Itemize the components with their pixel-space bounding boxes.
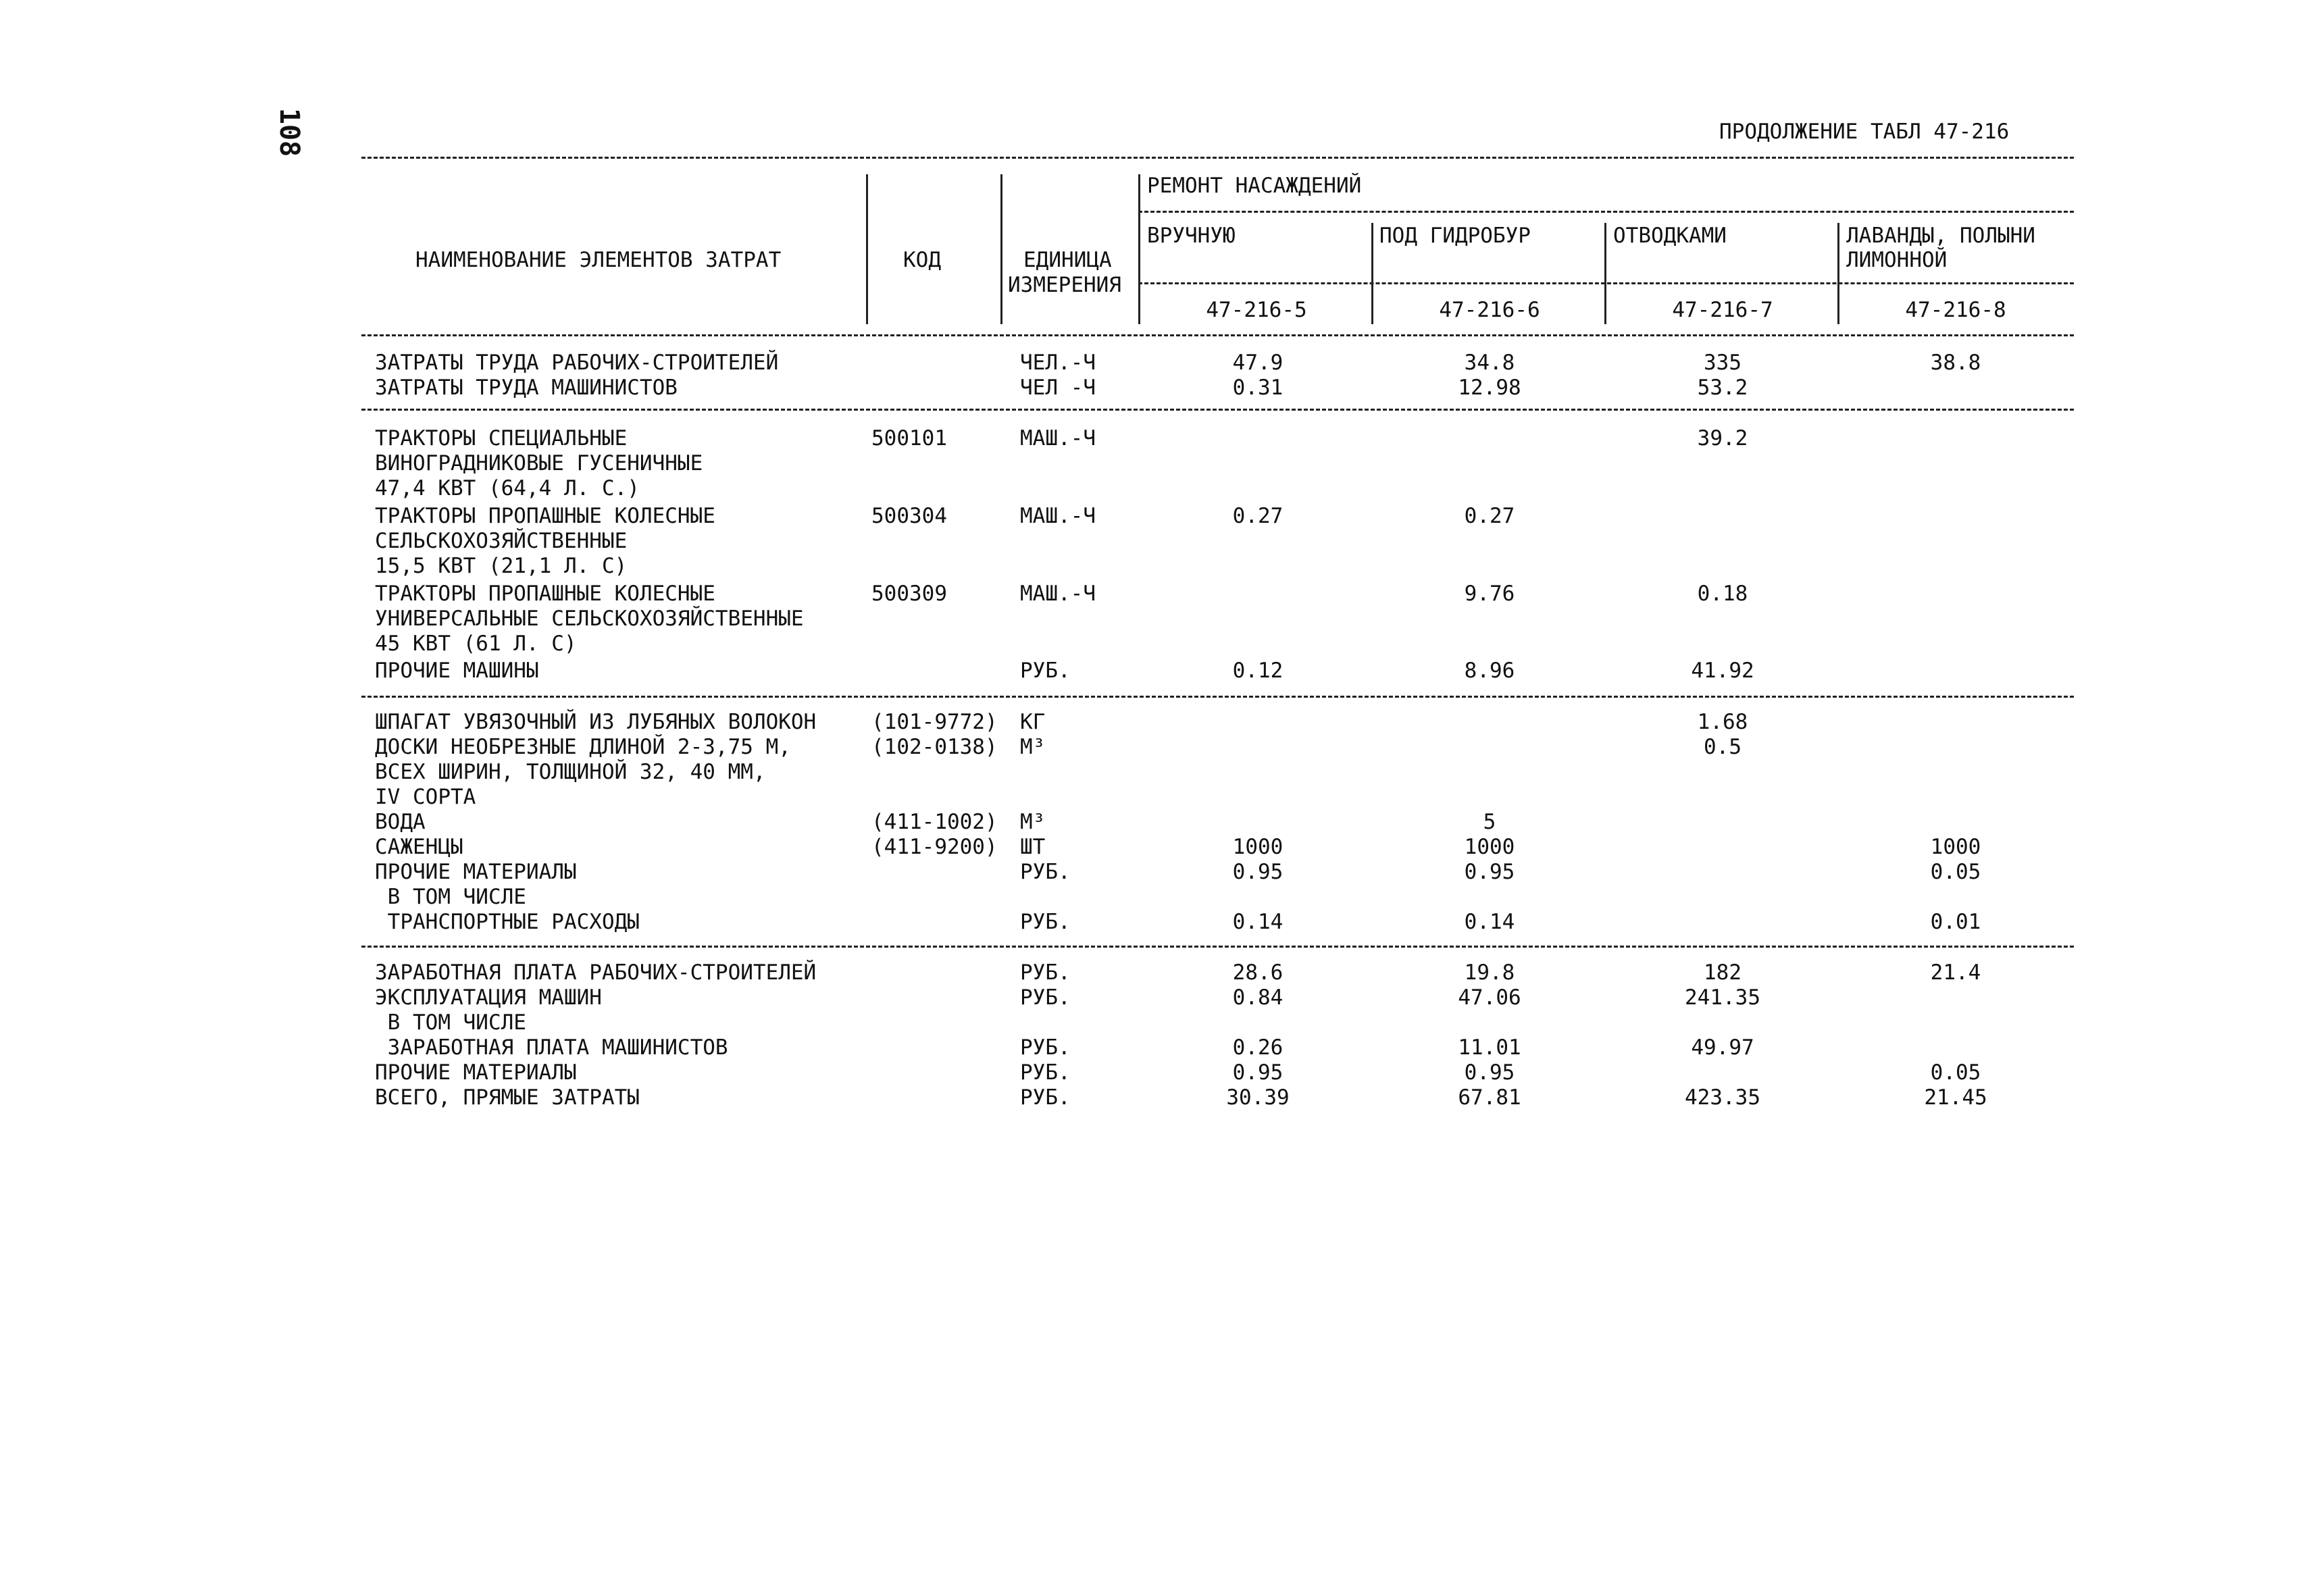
vsep-sub-1 bbox=[1371, 223, 1373, 324]
row-unit: РУБ. bbox=[1020, 1060, 1071, 1085]
header-code-2: 47-216-6 bbox=[1439, 298, 1540, 322]
row-name: ПРОЧИЕ МАТЕРИАЛЫ bbox=[375, 1060, 577, 1085]
vsep-sub-3 bbox=[1837, 223, 1839, 324]
row-value-1: 0.95 bbox=[1232, 860, 1283, 884]
row-unit: ЧЕЛ -Ч bbox=[1020, 376, 1096, 400]
row-unit: МАШ.-Ч bbox=[1020, 582, 1096, 606]
row-name: В ТОМ ЧИСЛЕ bbox=[375, 885, 526, 909]
row-value-3: 49.97 bbox=[1691, 1035, 1754, 1060]
row-value-2: 0.27 bbox=[1464, 504, 1515, 528]
row-name: СЕЛЬСКОХОЗЯЙСТВЕННЫЕ bbox=[375, 529, 628, 553]
header-sub-2: ПОД ГИДРОБУР bbox=[1379, 224, 1531, 248]
row-code: (102-0138) bbox=[871, 735, 998, 759]
row-value-3: 53.2 bbox=[1697, 376, 1748, 400]
row-value-1: 1000 bbox=[1232, 835, 1283, 859]
row-value-4: 21.4 bbox=[1930, 960, 1981, 985]
row-name: 15,5 КВТ (21,1 Л. С) bbox=[375, 554, 628, 578]
row-value-1: 0.26 bbox=[1232, 1035, 1283, 1060]
vsep-code bbox=[1000, 174, 1002, 324]
vsep-unit bbox=[1138, 174, 1140, 324]
row-value-4: 0.05 bbox=[1930, 1060, 1981, 1085]
row-unit: РУБ. bbox=[1020, 659, 1071, 683]
row-name: ВСЕГО, ПРЯМЫЕ ЗАТРАТЫ bbox=[375, 1085, 640, 1110]
row-code: 500101 bbox=[871, 426, 947, 451]
row-value-3: 182 bbox=[1704, 960, 1742, 985]
row-code: (101-9772) bbox=[871, 710, 998, 734]
row-name: ДОСКИ НЕОБРЕЗНЫЕ ДЛИНОЙ 2-3,75 М, bbox=[375, 735, 791, 759]
row-value-4: 0.01 bbox=[1930, 910, 1981, 934]
row-unit: ЧЕЛ.-Ч bbox=[1020, 351, 1096, 375]
row-value-3: 423.35 bbox=[1685, 1085, 1760, 1110]
row-value-2: 0.95 bbox=[1464, 860, 1515, 884]
row-value-1: 0.14 bbox=[1232, 910, 1283, 934]
rule-top bbox=[361, 157, 2074, 159]
row-unit: РУБ. bbox=[1020, 1085, 1071, 1110]
header-code-1: 47-216-5 bbox=[1206, 298, 1307, 322]
row-unit: РУБ. bbox=[1020, 985, 1071, 1010]
row-code: (411-9200) bbox=[871, 835, 998, 859]
row-name: ТРАКТОРЫ СПЕЦИАЛЬНЫЕ bbox=[375, 426, 628, 451]
header-code-4: 47-216-8 bbox=[1905, 298, 2006, 322]
header-group: РЕМОНТ НАСАЖДЕНИЙ bbox=[1147, 174, 1362, 198]
row-value-4: 1000 bbox=[1930, 835, 1981, 859]
row-value-1: 30.39 bbox=[1226, 1085, 1290, 1110]
row-unit: М³ bbox=[1020, 735, 1046, 759]
row-name: ТРАКТОРЫ ПРОПАШНЫЕ КОЛЕСНЫЕ bbox=[375, 582, 715, 606]
row-name: УНИВЕРСАЛЬНЫЕ СЕЛЬСКОХОЗЯЙСТВЕННЫЕ bbox=[375, 607, 804, 631]
row-name: ВСЕХ ШИРИН, ТОЛЩИНОЙ 32, 40 ММ, bbox=[375, 760, 766, 784]
row-value-2: 5 bbox=[1483, 810, 1496, 834]
rule-section-2 bbox=[361, 696, 2074, 698]
rule-group bbox=[1138, 211, 2074, 213]
rule-section-1 bbox=[361, 409, 2074, 411]
page-number: 108 bbox=[274, 107, 305, 157]
header-sub-1: ВРУЧНУЮ bbox=[1147, 224, 1236, 248]
row-name: ВОДА bbox=[375, 810, 426, 834]
header-sub-4-line2: ЛИМОННОЙ bbox=[1846, 248, 1948, 272]
row-value-4: 0.05 bbox=[1930, 860, 1981, 884]
row-name: ЗАРАБОТНАЯ ПЛАТА МАШИНИСТОВ bbox=[375, 1035, 728, 1060]
header-code: КОД bbox=[903, 248, 941, 272]
header-sub-3: ОТВОДКАМИ bbox=[1613, 224, 1727, 248]
row-unit: ШТ bbox=[1020, 835, 1046, 859]
row-unit: МАШ.-Ч bbox=[1020, 504, 1096, 528]
row-value-1: 0.12 bbox=[1232, 659, 1283, 683]
row-name: САЖЕНЦЫ bbox=[375, 835, 463, 859]
row-value-1: 0.84 bbox=[1232, 985, 1283, 1010]
row-value-2: 12.98 bbox=[1458, 376, 1521, 400]
row-value-1: 28.6 bbox=[1232, 960, 1283, 985]
vsep-name bbox=[866, 174, 868, 324]
row-value-3: 39.2 bbox=[1697, 426, 1748, 451]
row-value-2: 67.81 bbox=[1458, 1085, 1521, 1110]
header-sub-4: ЛАВАНДЫ, ПОЛЫНИ bbox=[1846, 224, 2035, 248]
row-value-2: 9.76 bbox=[1464, 582, 1515, 606]
row-value-4: 21.45 bbox=[1924, 1085, 1987, 1110]
row-value-2: 47.06 bbox=[1458, 985, 1521, 1010]
row-value-2: 8.96 bbox=[1464, 659, 1515, 683]
row-value-3: 241.35 bbox=[1685, 985, 1760, 1010]
row-name: В ТОМ ЧИСЛЕ bbox=[375, 1010, 526, 1035]
row-unit: РУБ. bbox=[1020, 960, 1071, 985]
row-name: 47,4 КВТ (64,4 Л. С.) bbox=[375, 476, 640, 500]
row-name: ЭКСПЛУАТАЦИЯ МАШИН bbox=[375, 985, 602, 1010]
header-code-3: 47-216-7 bbox=[1672, 298, 1773, 322]
row-value-2: 1000 bbox=[1464, 835, 1515, 859]
row-value-4: 38.8 bbox=[1930, 351, 1981, 375]
row-value-3: 1.68 bbox=[1697, 710, 1748, 734]
table-caption: ПРОДОЛЖЕНИЕ ТАБЛ 47-216 bbox=[1719, 120, 2010, 144]
header-name: НАИМЕНОВАНИЕ ЭЛЕМЕНТОВ ЗАТРАТ bbox=[415, 248, 782, 272]
row-value-2: 0.14 bbox=[1464, 910, 1515, 934]
row-code: 500309 bbox=[871, 582, 947, 606]
row-name: ЗАРАБОТНАЯ ПЛАТА РАБОЧИХ-СТРОИТЕЛЕЙ bbox=[375, 960, 817, 985]
row-value-3: 0.5 bbox=[1704, 735, 1742, 759]
row-unit: М³ bbox=[1020, 810, 1046, 834]
row-unit: КГ bbox=[1020, 710, 1046, 734]
row-name: ВИНОГРАДНИКОВЫЕ ГУСЕНИЧНЫЕ bbox=[375, 451, 703, 475]
vsep-sub-2 bbox=[1604, 223, 1606, 324]
header-unit-1: ЕДИНИЦА bbox=[1023, 248, 1112, 272]
row-value-2: 11.01 bbox=[1458, 1035, 1521, 1060]
rule-section-3 bbox=[361, 946, 2074, 948]
row-value-2: 34.8 bbox=[1464, 351, 1515, 375]
row-name: ШПАГАТ УВЯЗОЧНЫЙ ИЗ ЛУБЯНЫХ ВОЛОКОН bbox=[375, 710, 817, 734]
row-name: ЗАТРАТЫ ТРУДА МАШИНИСТОВ bbox=[375, 376, 678, 400]
row-value-3: 335 bbox=[1704, 351, 1742, 375]
row-value-1: 0.31 bbox=[1232, 376, 1283, 400]
row-value-3: 0.18 bbox=[1697, 582, 1748, 606]
row-value-1: 47.9 bbox=[1232, 351, 1283, 375]
row-unit: РУБ. bbox=[1020, 1035, 1071, 1060]
row-code: (411-1002) bbox=[871, 810, 998, 834]
row-name: IV СОРТА bbox=[375, 785, 476, 809]
row-name: ПРОЧИЕ МАТЕРИАЛЫ bbox=[375, 860, 577, 884]
row-value-1: 0.27 bbox=[1232, 504, 1283, 528]
row-name: ЗАТРАТЫ ТРУДА РАБОЧИХ-СТРОИТЕЛЕЙ bbox=[375, 351, 779, 375]
row-code: 500304 bbox=[871, 504, 947, 528]
row-unit: МАШ.-Ч bbox=[1020, 426, 1096, 451]
row-name: ТРАКТОРЫ ПРОПАШНЫЕ КОЛЕСНЫЕ bbox=[375, 504, 715, 528]
row-name: 45 КВТ (61 Л. С) bbox=[375, 632, 577, 656]
row-unit: РУБ. bbox=[1020, 910, 1071, 934]
row-unit: РУБ. bbox=[1020, 860, 1071, 884]
header-unit-2: ИЗМЕРЕНИЯ bbox=[1008, 273, 1121, 297]
row-value-2: 19.8 bbox=[1464, 960, 1515, 985]
row-value-1: 0.95 bbox=[1232, 1060, 1283, 1085]
row-value-3: 41.92 bbox=[1691, 659, 1754, 683]
rule-header-bottom bbox=[361, 334, 2074, 336]
row-name: ПРОЧИЕ МАШИНЫ bbox=[375, 659, 539, 683]
row-value-2: 0.95 bbox=[1464, 1060, 1515, 1085]
row-name: ТРАНСПОРТНЫЕ РАСХОДЫ bbox=[375, 910, 640, 934]
